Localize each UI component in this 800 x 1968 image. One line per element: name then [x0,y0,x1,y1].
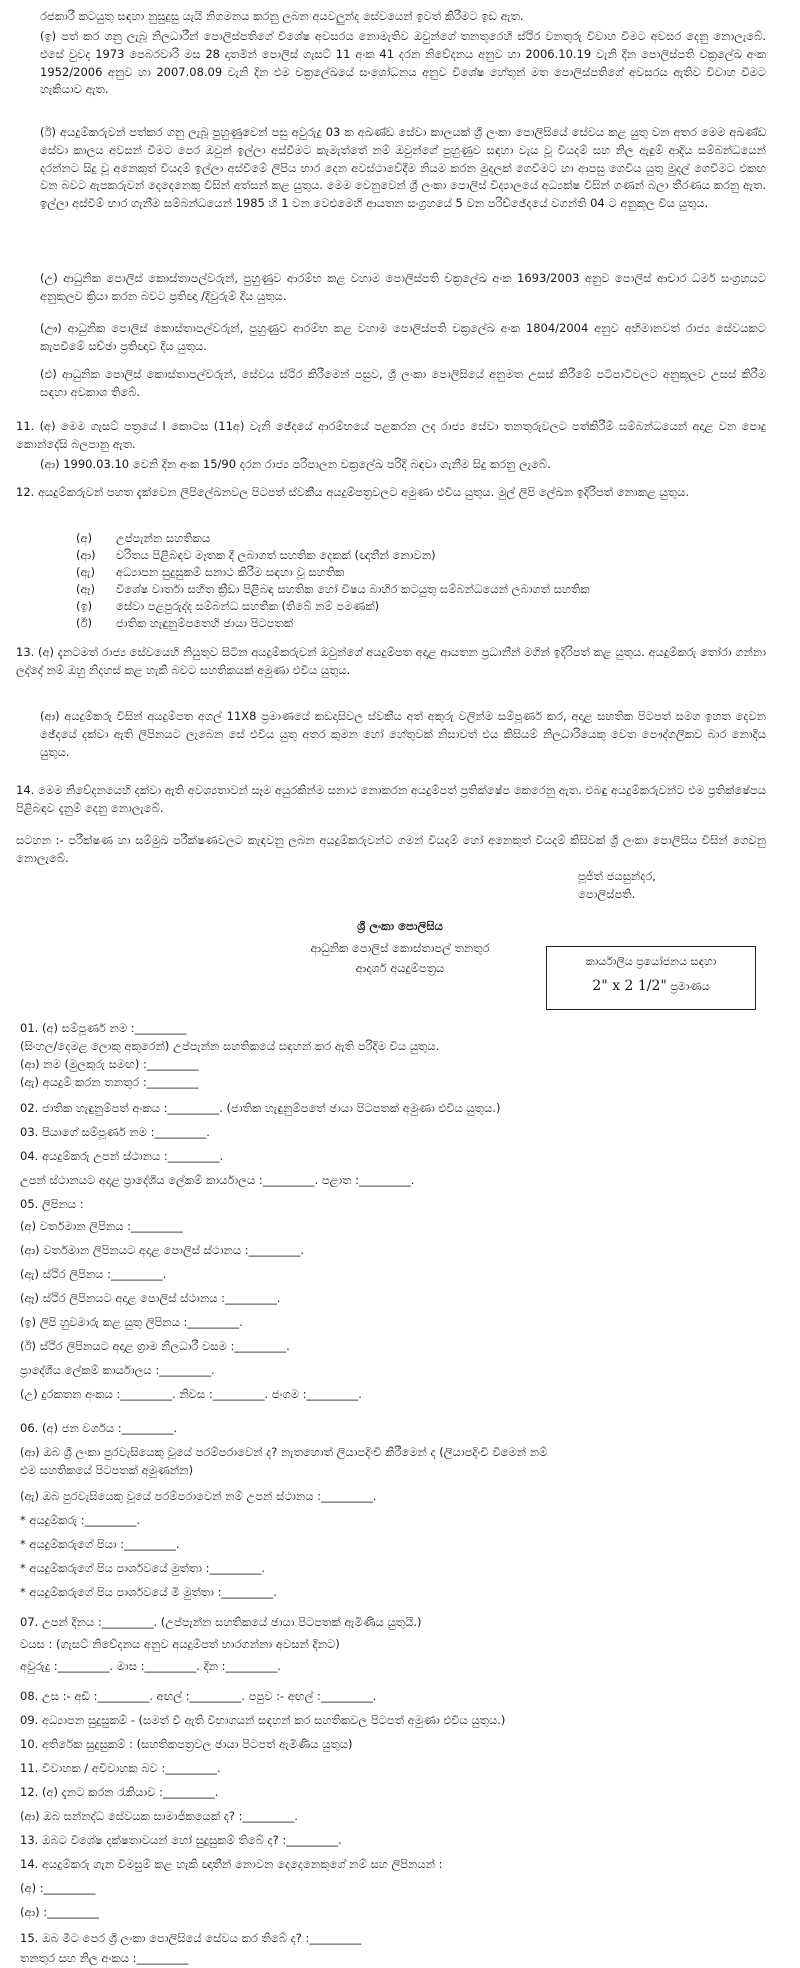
para-ii: (ඊ) අයදුම්කරුවන් පත්කර ගනු ලැබූ පුහුණුවෙන් පසු අවුරුදු 03 ක අඛණ්ඩ සේවා කාලයක් ශ්‍රී ලංකා පොලිසියේ සේවය කළ යුතු වන අතර මෙම අඛණ්ඩ සේවා කාලය අවසන් වීමට පෙර ඔවුන් ඉල්ලා අස්වීමට කැමැත්තේ නම් ඔවුන්ගේ පුහුණුව සඳහා වැය වූ වියදම් සහ නිල ඇඳුම් ආදිය සම්බන්ධයෙන් දරන්නට සිදු වූ අනෙකුත් වියදම් ඉල්ලා අස්වීමේ ලිපිය භාර දෙන අවස්ථාවේදීම නියම කරන මුදලක් ගෙවීමට හා ආපසු ගෙවිය යුතු මුදල් ගෙවීමට එකඟ වන බවට ඇපකරුවන් දෙදෙනෙකු විසින් අත්සන් කළ යුතුය. මෙම වෙනුවෙන් ශ්‍රී ලංකා පොලිස් විද්‍යාලයේ අධ්‍යක්ෂ විසින් ගණන් බලා තීරණය කරනු ඇත. ඉල්ලා අස්වීම් භාර ගැනීම සම්බන්ධයෙන් 1985 හි 1 වන වෙළුමෙහි ආයතන සංග්‍රහයේ 5 වන පරිච්ඡේදයේ වගන්ති 04 ට අනුකූල විය යුතුය. [40,125,766,211]
para-v: (එ) ආධුනික පොලිස් කොස්තාපල්වරුන්, සේවය ස්ථිර කිරීමෙන් පසුව, ශ්‍රී ලංකා පොලිසියේ අනුමත උසස් කිරීමේ පටිපාටිවලට අනුකූලව උසස් කිරීම සඳහා අවකාශ තිබේ. [40,367,766,399]
form-line: අවුරුදු :_________. මාස :_________. දින :_________. [20,1659,281,1673]
list-item: (ඉ) සේවා පළපුරුද්ද සම්බන්ධ සහතික (තිබේ නම් පමණක්) [76,599,380,613]
para-i: (ඉ) පත් කර ගනු ලැබූ නිලධාරීන් පොලිස්පතිගේ විශේෂ අවසරය නොමැතිව ඔවුන්ගේ තනතුරෙහි ස්ථිර වනතුරු විවාහ වීමට අවසර දෙනු නොලැබේ. එසේ වුවද 1973 පෙබරවාරි මස 28 දාතමින් පොලිස් ගැසට් 11 අංක 41 දරන නිවේදනය අනුව හා 2006.10.19 වැනි දින පොලිස්පති චක්‍රලේඛ අංක 1952/2006 අනුව හා 2007.08.09 වැනි දින එම චක්‍රලේඛයේ සංශෝධනය අනුව විශේෂ හේතූන් මත පොලිස්පතිගේ අවසරය ඇතිව විවාහ වීමට හැකියාව ඇත. [40,29,766,97]
list-item: (අ) උප්පැන්න සහතිකය [76,531,211,545]
form-line: 12. (අ) දැනට කරන රැකියාව :_________. [20,1785,219,1799]
para-iv: (ඌ) ආධුනික පොලිස් කොස්තාපල්වරුන්, පුහුණුව ආරම්භ කළ වහාම පොලිස්පති චක්‍රලේඛ අංක 1804/2004 අනුව අභිමානවත් රාජ්‍ය සේවයකට කැපවීමේ සච්ඡා ප්‍රතිඥාව දිය යුතුය. [40,321,766,353]
section-13a: 13. (අ) දැනටමත් රාජ්‍ය සේවයෙහි නියුතුව සිටින අයදුම්කරුවන් ඔවුන්ගේ අයදුම්පත අදාළ ආයතන ප්‍රධානීන් මගින් ඉදිරිපත් කළ යුතුය. අයදුම්කරු තෝරා ගන්නා ලද්දේ නම් ඔහු නිදහස් කළ හැකි බවට සහතිකයක් අමුණා එවිය යුතුය. [16,645,766,677]
section-13b: (ආ) අයදුම්කරු විසින් අයදුම්පත අගල් 11X8 ප්‍රමාණයේ කඩදාසිවල ස්වකීය අත් අකුරු වලින්ම සම්පූර්ණ කර, අදාළ සහතික පිටපත් සමග ඉහත දෙවන ඡේදයේ දක්වා ඇති ලිපිනයට ලැබෙන සේ එවිය යුතු අතර කුමන හෝ හේතුවක් නිසාවත් එය කිසියම් නිලධාරියෙකු වෙත පෞද්ගලිකව බාර නොදිය යුතුය. [40,709,766,759]
signature-block [578,868,778,904]
form-line: 09. අධ්‍යාපන සුදුසුකම් - (සමත් වී ඇති විභාගයන් සඳහන් කර සහතිකවල පිටපත් අමුණා එවිය යුතුය.) [20,1713,506,1727]
form-line: වයස : (ගැසට් නිවේදනය අනුව අයදුම්පත් භාරගන්නා අවසන් දිනට) [20,1637,340,1651]
form-line: (ආ) වර්තමාන ලිපිනයට අදාළ පොලිස් ස්ථානය :_________. [20,1243,305,1257]
photo-box-label: කාර්යාලීය ප්‍රයෝජනය සඳහා [585,955,717,968]
form-line: 15. ඔබ මීට පෙර ශ්‍රී ලංකා පොලිසියේ සේවය කර තිබේ ද? :_________ [20,1931,362,1945]
form-line: * අයදුම්කරුගේ පිය පාර්ශවයේ මුත්තා :_________. [20,1561,265,1575]
form-line: 04. අයදුම්කරු උපන් ස්ථානය :_________. [20,1149,224,1163]
list-item: (ඇ) අධ්‍යාපන සුදුසුකම් සනාථ කිරීම සඳහා වූ සහතික [76,565,345,579]
section-14: 14. මෙම නිවේදනයෙහි දක්වා ඇති අවශ්‍යතාවන් සෑම අයුරකින්ම සනාථ නොකරන අයදුම්පත් ප්‍රතික්ෂේප කෙරෙනු ඇත. එබඳු අයදුම්කරුවන්ට එම ප්‍රතික්ෂේපය පිළිබඳව දැනුම් දෙනු නොලැබේ. [16,783,766,815]
photo-box-size: 2" x 2 1/2" ප්‍රමාණය [592,978,710,995]
form-line: එම සහතිකයේ පිටපතක් අමුණන්න) [20,1463,194,1477]
note-text: සටහන :- පරීක්ෂණ හා සම්මුඛ පරීක්ෂණවලට කැඳවනු ලබන අයදුම්කරුවන්ට ගමන් වියදම් හෝ අනෙකුත් වියදම් කිසිවක් ශ්‍රී ලංකා පොලිසිය විසින් ගෙවනු නොලැබේ. [16,833,766,865]
photo-box [546,946,756,1010]
form-line: (ඊ) ස්ථිර ලිපිනයට අදාළ ග්‍රාම නිලධාරී වසම :_________. [20,1339,290,1353]
form-line: * අයදුම්කරු :_________. [20,1513,141,1527]
form-line: (ඉ) ලිපි හුවමාරු කළ යුතු ලිපිනය :_________. [20,1315,243,1329]
list-item: (ඊ) ජාතික හැඳුනුම්පතෙහි ඡායා පිටපතක් [76,616,294,630]
form-line: (ඇ) අයදුම් කරන තනතුර :_________ [20,1075,199,1089]
form-line: උපන් ස්ථානයට අදාළ ප්‍රාදේශීය ලේකම් කාර්යාලය :_________. පළාත :_________. [20,1173,415,1187]
form-line: 13. ඔබට විශේෂ දක්ෂතාවයන් හෝ සුදුසුකම් තිබේ ද? :_________. [20,1833,342,1847]
list-item: (ආ) චරිතය පිළිබඳව මෑතක දී ලබාගත් සහතික දෙකක් (ඥාතීන් නොවන) [76,548,436,562]
form-heading-2: ආධුනික පොලිස් කොස්තාපල් තනතුර [310,941,490,955]
signer-name: පූජිත් ජයසුන්දර, [578,869,656,883]
form-line: ප්‍රාදේශීය ලේකම් කාර්යාලය :_________. [20,1363,215,1377]
form-line: 07. උපන් දිනය :_________. (උප්පැන්න සහතිකයේ ඡායා පිටපතක් ඇමිණිය යුතුයි.) [20,1615,422,1629]
form-line: (ආ) නම (මුලකුරු සමඟ) :_________ [20,1057,199,1071]
signer-title: පොලිස්පති. [578,886,636,901]
form-line: * අයදුම්කරුගේ පිය පාර්ශවයේ මී මුත්තා :_________. [20,1585,277,1599]
para-iii: (උ) ආධුනික පොලිස් කොස්තාපල්වරුන්, පුහුණුව ආරම්භ කළ වහාම පොලිස්පති චක්‍රලේඛ අංක 1693/2003 අනුව පොලිස් ආචාර ධර්ම සංග්‍රහයට අනුකූලව ක්‍රියා කරන බවට ප්‍රතිඥා /දිවුරුම් දිය යුතුය. [40,271,766,303]
form-line: (ආ) ඔබ සන්නද්ධ සේවයක සාමාජිකයෙක් ද? :_________. [20,1809,298,1823]
form-line: 05. ලිපිනය : [20,1197,84,1211]
form-line: (අ) :_________ [20,1881,96,1895]
form-line: (ඇ) ඔබ පුරවැසියෙකු වූයේ පරම්පරාවෙන් නම් උපන් ස්ථානය :_________. [20,1489,377,1503]
form-line: 08. උස :- අඩි :_________. අඟල් :_________. පපුව :- අඟල් :_________. [20,1689,377,1703]
section-11a: 11. (අ) මෙම ගැසට් පත්‍රයේ I කොටස (11අ) වැනි ඡේදයේ ආරම්භයේ පළකරන ලද රාජ්‍ය සේවා තනතුරුවලට පත්කිරීම් සම්බන්ධයෙන් අදාළ වන පොදු කොන්දේසි බලපානු ඇත. [16,419,766,451]
form-heading-3: ආදර්ශ අයදුම්පත්‍රය [355,961,445,975]
form-line: තනතුර සහ නිල අංකය :_________ [20,1951,189,1965]
intro-text: රජකාරී කටයුතු සඳහා නුසුදුසු යැයි නිගමනය කරනු ලබන අයවලුන්ද සේවයෙන් ඉවත් කිරීමට ඉඩ ඇත. [40,9,524,23]
section-11b: (ආ) 1990.03.10 වෙනි දින අංක 15/90 දරන රාජ්‍ය පරිපාලන චක්‍රලේඛ පරිදි බඳවා ගැනීම සිදු කරනු ලැබේ. [40,457,551,471]
form-line: 11. විවාහක / අවිවාහක බව :_________. [20,1761,221,1775]
list-item: (ඈ) විශේෂ වාර්තා සහිත ක්‍රීඩා පිළිබඳ සහතික හෝ විෂය බාහිර කටයුතු සම්බන්ධයෙන් ලබාගත් සහතික [76,582,590,596]
form-line: (ඈ) ස්ථිර ලිපිනයට අදාළ පොලිස් ස්ථානය :_________. [20,1291,281,1305]
form-line: (සිංහල/දෙමළ ලොකු අකුරෙන්) උප්පැන්න සහතිකයේ සඳහන් කර ඇති පරිදිම විය යුතුය. [20,1039,440,1053]
form-line: 06. (අ) ජන වර්ගය :_________. [20,1421,178,1435]
form-line: 10. අතිරේක සුදුසුකම් : (සහතිකපත්‍රවල ඡායා පිටපත් ඇමිණිය යුතුය) [20,1737,353,1751]
form-line: 03. පියාගේ සම්පූර්ණ නම :_________. [20,1125,210,1139]
form-line: (අ) වර්තමාන ලිපිනය :_________ [20,1219,183,1233]
section-12: 12. අයදුම්කරුවන් පහත දැක්වෙන ලිපිලේඛනවල පිටපත් ස්වකීය අයදුම්පත්‍රවලට අමුණා එවිය යුතුය. මුල් ලිපි ලේඛන ඉදිරිපත් නොකළ යුතුය. [16,485,690,499]
form-line: (ඇ) ස්ථිර ලිපිනය :_________. [20,1267,167,1281]
form-line: (ආ) :_________ [20,1905,99,1919]
form-line: (උ) දුරකතන අංකය :_________. නිවස :_________. ජංගම :_________. [20,1387,362,1401]
form-line: 02. ජාතික හැඳුනුම්පත් අංකය :_________. (ජාතික හැඳුනුම්පතේ ඡායා පිටපතක් අමුණා එවිය යුතුය.) [20,1101,501,1115]
form-line: 14. අයදුම්කරු ගැන විමසුම් කළ හැකි ඥාතීන් නොවන දෙදෙනෙකුගේ නම් සහ ලිපිනයන් : [20,1857,443,1871]
form-line: * අයදුම්කරුගේ පියා :_________. [20,1537,180,1551]
form-line: 01. (අ) සම්පූර්ණ නම :_________ [20,1021,187,1035]
form-heading-1: ශ්‍රී ලංකා පොලිසිය [357,919,443,933]
form-line: (ආ) ඔබ ශ්‍රී ලංකා පුරවැසියෙකු වූයේ පරම්පරාවෙන් ද? නැතහොත් ලියාපදිංචි කිරීමෙන් ද (ලියාපදිංචි වීමෙන් නම් [20,1445,548,1459]
